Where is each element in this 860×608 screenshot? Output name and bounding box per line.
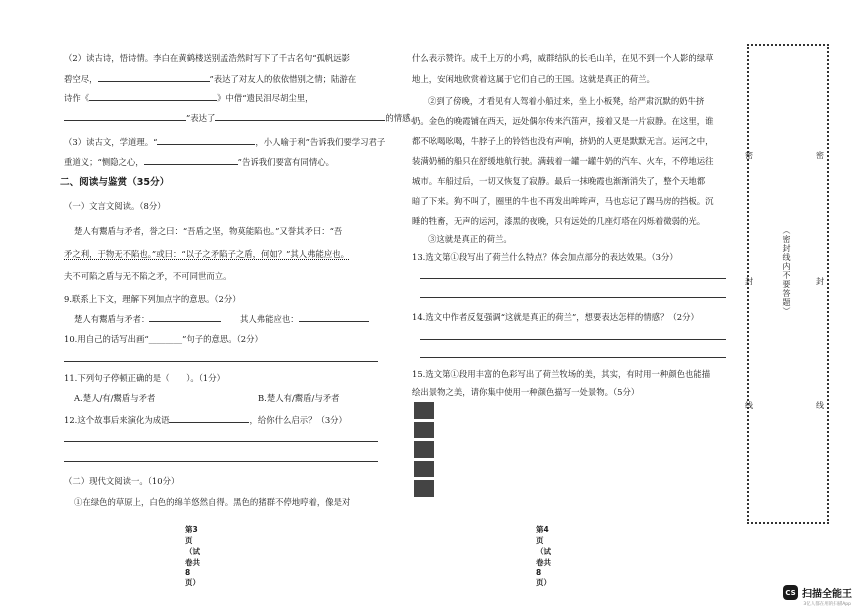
q3-line-1: （3）读古文，学道理。“ ，小人喻于利”告诉我们要学习君子 [64,137,386,147]
classical-text-line: 矛之利，于物无不陷也。”或曰：“以子之矛陷子之盾，何如？”其人弗能应也。 [64,249,350,259]
modern-text-line: 城市。车船过后，一切又恢复了寂静。最后一抹晚霞也渐渐消失了，整个天地都 [412,176,706,186]
question-9: 9.联系上下文，理解下列加点字的意思。（2分） [64,294,241,304]
modern-text-line: ①在绿色的草原上，白色的绵羊悠然自得。黑色的猪群不停地哼着，像是对 [74,497,351,507]
q11-option-a[interactable]: A.楚人/有/鬻盾与矛者 [74,393,156,403]
question-14: 14.选文中作者反复强调“这就是真正的荷兰”，想要表达怎样的情感？（2分） [412,312,699,322]
answer-line[interactable] [420,357,726,358]
grid-cell[interactable] [433,403,434,419]
seal-label: 封 [745,277,753,286]
answer-line[interactable] [64,441,378,442]
answer-blank[interactable] [64,112,186,121]
answer-line[interactable] [64,361,378,362]
answer-blank[interactable] [149,313,221,322]
page-number: 第4页（试卷共8页） [536,525,551,587]
answer-line[interactable] [420,278,726,279]
q9-item-1: 楚人有鬻盾与矛者： [74,313,221,325]
grid-cell[interactable] [433,481,434,497]
question-12: 12.这个故事后来演化为成语 ，给你什么启示？（3分） [64,415,347,425]
seal-label: 线 [745,401,753,410]
answer-blank[interactable] [157,136,255,145]
answer-line[interactable] [420,339,726,340]
watermark-tagline: 3亿人都在用的扫描App [803,602,851,607]
q2-reading-line-3: 诗作《 》中借“遗民泪尽胡尘里， [64,93,314,103]
modern-text-line: ③这就是真正的荷兰。 [428,234,512,244]
grid-cell[interactable] [433,442,434,458]
scanner-watermark [783,585,852,600]
modern-text-line: 装满奶桶的船只在舒缓地航行驶。满载着一罐一罐牛奶的汽车、火车，不停地运往 [412,156,714,166]
classical-text-line: 夫不可陷之盾与无不陷之矛，不可同世而立。 [64,271,232,281]
modern-text-line: 地上，安闲地欣赏着这属于它们自己的王国。这就是真正的荷兰。 [412,74,655,84]
question-11: 11.下列句子停顿正确的是（ ）。（1分） [64,373,226,383]
q3-line-2: 重道义；“恻隐之心， ”告诉我们要富有同情心。 [64,157,335,167]
answer-blank[interactable] [98,73,210,82]
seal-note: （密封线内不要答题） [782,226,791,316]
answer-line[interactable] [420,297,726,298]
watermark-name: 扫描全能王 [802,589,852,600]
seal-label: 线 [816,401,824,410]
question-15-cont: 绘出景物之美，请你集中使用一种颜色描写一处景物。（5分） [412,387,640,397]
writing-grid[interactable] [414,402,434,497]
modern-text-line: 暗了下来。狗不叫了，圈里的牛也不再发出哞哞声，马也忘记了踢马房的挡板。沉 [412,196,714,206]
modern-text-line: 奶。金色的晚霞铺在西天，远处偶尔传来汽笛声，接着又是一片寂静。在这里，谁 [412,116,714,126]
answer-blank[interactable] [215,112,385,121]
cs-logo-icon: CS [783,585,798,600]
q2-reading-line-2: 碧空尽， ”表达了对友人的依依惜别之情；陆游在 [64,74,357,84]
section-title: 二、阅读与鉴赏（35分） [60,177,170,188]
part-title: （二）现代文阅读一。（10分） [64,476,180,486]
seal-label: 密 [816,151,824,160]
question-10: 10.用自己的话写出画“________”句子的意思。（2分） [64,334,263,344]
part-title: （一）文言文阅读。（8分） [64,201,166,211]
q2-reading-line-4: ”表达了 的情感。 [64,112,419,124]
answer-blank[interactable] [299,313,369,322]
question-13: 13.选文第①段写出了荷兰什么特点？体会加点部分的表达效果。（3分） [412,252,678,262]
grid-cell[interactable] [433,422,434,438]
grid-cell[interactable] [433,461,434,477]
q2-reading-line-1: （2）读古诗，悟诗情。李白在黄鹤楼送别孟浩然时写下了千古名句“孤帆远影 [64,53,350,63]
answer-blank[interactable] [89,92,217,101]
modern-text-line: 什么表示赞许。成千上万的小鸡，威群结队的长毛山羊，在见不到一个人影的绿草 [412,53,714,63]
modern-text-line: ②到了傍晚，才看见有人驾着小船过来，坐上小板凳，给严肃沉默的奶牛挤 [428,96,705,106]
answer-blank[interactable] [144,156,238,165]
q11-option-b[interactable]: B.楚人有/鬻盾/与矛者 [258,393,340,403]
seal-label: 密 [745,151,753,160]
seal-label: 封 [816,277,824,286]
answer-blank[interactable] [169,414,249,423]
q9-item-2: 其人弗能应也： [240,313,369,325]
page-number: 第3页（试卷共8页） [185,525,200,587]
question-15: 15.选文第①段用丰富的色彩写出了荷兰牧场的美，其实，有时用一种颜色也能描 [412,369,711,379]
modern-text-line: 都不吆喝吆喝，牛脖子上的铃铛也没有声响，挤奶的人更是默默无言。运河之中， [412,136,714,146]
classical-text-line: 楚人有鬻盾与矛者，誉之曰：“吾盾之坚，物莫能陷也。”又誉其矛曰：“吾 [74,226,343,236]
modern-text-line: 睡的牲畜，无声的运河，漆黑的夜晚，只有远处的几座灯塔在闪烁着微弱的光。 [412,216,706,226]
answer-line[interactable] [64,461,378,462]
